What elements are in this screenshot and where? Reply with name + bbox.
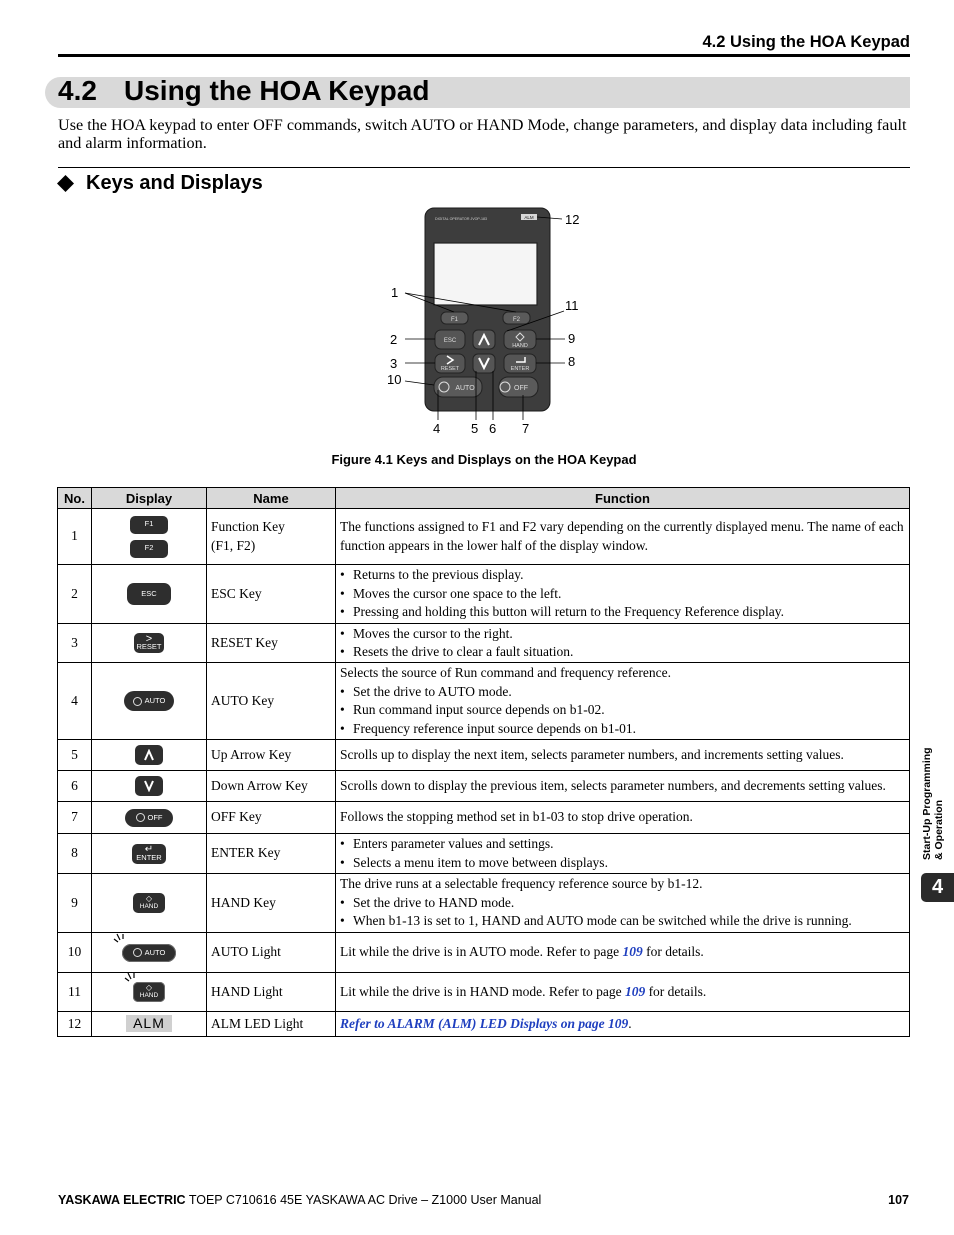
hand-key-icon: ◇ HAND	[133, 893, 165, 913]
callout-2: 2	[390, 332, 398, 347]
footer-doc-info: YASKAWA ELECTRIC TOEP C710616 45E YASKAWA AC Drive – Z1000 User Manual	[58, 1193, 542, 1207]
auto-key-icon: AUTO	[124, 691, 174, 711]
callout-3: 3	[390, 356, 398, 371]
callout-7: 7	[522, 421, 530, 436]
display-window	[434, 243, 537, 305]
callout-10: 10	[387, 372, 402, 387]
down-arrow-key	[473, 354, 495, 373]
callout-4: 4	[433, 421, 441, 436]
reset-key	[435, 354, 465, 373]
up-arrow-icon	[135, 745, 163, 765]
page-title: Using the HOA Keypad	[124, 75, 430, 106]
auto-light-icon: AUTO	[122, 944, 176, 962]
table-row: 10 AUTO AUTO Light Lit while the drive is in AUTO mode. Refer to page 109 for details.	[58, 933, 910, 973]
svg-text:F1: F1	[450, 317, 459, 323]
running-head: 4.2 Using the HOA Keypad	[702, 33, 910, 51]
intro-paragraph: Use the HOA keypad to enter OFF commands, switch AUTO or HAND Mode, change parameters, and display data including fault and alarm information.	[58, 116, 907, 152]
table-row: 12 ALM ALM LED Light Refer to ALARM (ALM) LED Displays on page 109.	[58, 1012, 910, 1037]
table-row: 5 Up Arrow Key Scrolls up to display the next item, selects parameter numbers, and increments setting values.	[58, 740, 910, 771]
table-row: 1 F1 F2 Function Key (F1, F2) The functions assigned to F1 and F2 vary depending on the currently displayed menu. The name of each function appears in the lower half of the display window.	[58, 509, 910, 565]
callout-8: 8	[568, 354, 576, 369]
svg-text:F2: F2	[512, 317, 521, 323]
table-header-row	[58, 488, 910, 509]
table-row: 9 ◇ HAND HAND Key The drive runs at a selectable frequency reference source by b1-12. • Set the drive to HAND mode. • When b1-13 is set to 1, HAND and AUTO mode can be switched while the drive is running.	[58, 874, 910, 933]
chapter-tab: 4	[921, 873, 954, 902]
up-arrow-key	[473, 330, 495, 349]
off-key-icon: OFF	[125, 809, 173, 827]
light-rays-icon	[112, 933, 126, 947]
section-heading: Keys and Displays	[86, 172, 263, 194]
table-row: 7 OFF OFF Key Follows the stopping method set in b1-03 to stop drive operation.	[58, 802, 910, 834]
reset-key-icon: > RESET	[134, 633, 164, 653]
esc-key-icon: ESC	[127, 583, 171, 605]
alm-led-icon: ALM	[126, 1015, 172, 1032]
enter-key	[504, 354, 536, 373]
f2-key	[503, 312, 530, 324]
page-number: 107	[888, 1193, 909, 1207]
operator-model-label: DIGITAL OPERATOR JVOP-183	[435, 217, 487, 221]
svg-text:ENTER: ENTER	[510, 366, 530, 372]
callout-9: 9	[568, 331, 576, 346]
section-rule	[58, 167, 910, 168]
side-tab-label: Start-Up Programming & Operation	[921, 747, 945, 860]
esc-key	[435, 330, 465, 349]
section-number: 4.2	[58, 75, 97, 106]
header-rule	[58, 54, 910, 57]
f2-key-icon: F2	[130, 540, 168, 558]
enter-key-icon: ↵ ENTER	[132, 844, 166, 864]
table-row: 8 ↵ ENTER ENTER Key • Enters parameter values and settings. • Selects a menu item to move between displays.	[58, 834, 910, 874]
off-key	[499, 377, 538, 397]
table-row: 4 AUTO AUTO Key Selects the source of Run command and frequency reference. • Set the drive to AUTO mode. • Run command input source depends on b1-02. • Frequency reference input source depends on b1-01.	[58, 663, 910, 740]
f1-key-icon: F1	[130, 516, 168, 534]
col-name: Name	[207, 488, 336, 509]
svg-text:HAND: HAND	[512, 343, 528, 349]
hand-light-icon: ◇ HAND	[133, 982, 165, 1002]
col-no: No.	[58, 488, 92, 509]
alm-led-label: ALM	[524, 215, 534, 220]
page-link[interactable]: 109	[622, 944, 643, 960]
alarm-led-link[interactable]: Refer to ALARM (ALM) LED Displays on page 109	[340, 1015, 629, 1031]
svg-text:OFF: OFF	[514, 385, 528, 392]
table-row: 3 > RESET RESET Key • Moves the cursor to the right. • Resets the drive to clear a fault situation.	[58, 624, 910, 663]
svg-text:RESET: RESET	[440, 366, 460, 372]
figure-caption: Figure 4.1 Keys and Displays on the HOA Keypad	[331, 452, 637, 467]
page-link[interactable]: 109	[624, 983, 646, 999]
keys-table	[57, 487, 910, 1037]
svg-text:AUTO: AUTO	[455, 385, 475, 392]
table-row: 6 Down Arrow Key Scrolls down to display the previous item, selects parameter numbers, and decrements setting values.	[58, 771, 910, 802]
down-arrow-icon	[135, 776, 163, 796]
hand-key	[504, 330, 536, 349]
f1-key	[441, 312, 468, 324]
callout-12: 12	[565, 212, 580, 227]
callout-5: 5	[471, 421, 479, 436]
auto-key	[434, 377, 482, 397]
diamond-bullet-icon	[57, 175, 74, 192]
callout-11: 11	[565, 298, 579, 313]
callout-1: 1	[391, 285, 399, 300]
svg-text:ESC: ESC	[443, 338, 457, 344]
col-function: Function	[336, 488, 910, 509]
table-row: 11 ◇ HAND HAND Light Lit while the drive is in HAND mode. Refer to page 109 for details.	[58, 973, 910, 1012]
table-row: 2 ESC ESC Key • Returns to the previous display. • Moves the cursor one space to the left. • Pressing and holding this button will return to the Frequency Reference display.	[58, 565, 910, 624]
col-display: Display	[92, 488, 207, 509]
hoa-keypad-figure	[383, 205, 583, 445]
callout-6: 6	[489, 421, 497, 436]
